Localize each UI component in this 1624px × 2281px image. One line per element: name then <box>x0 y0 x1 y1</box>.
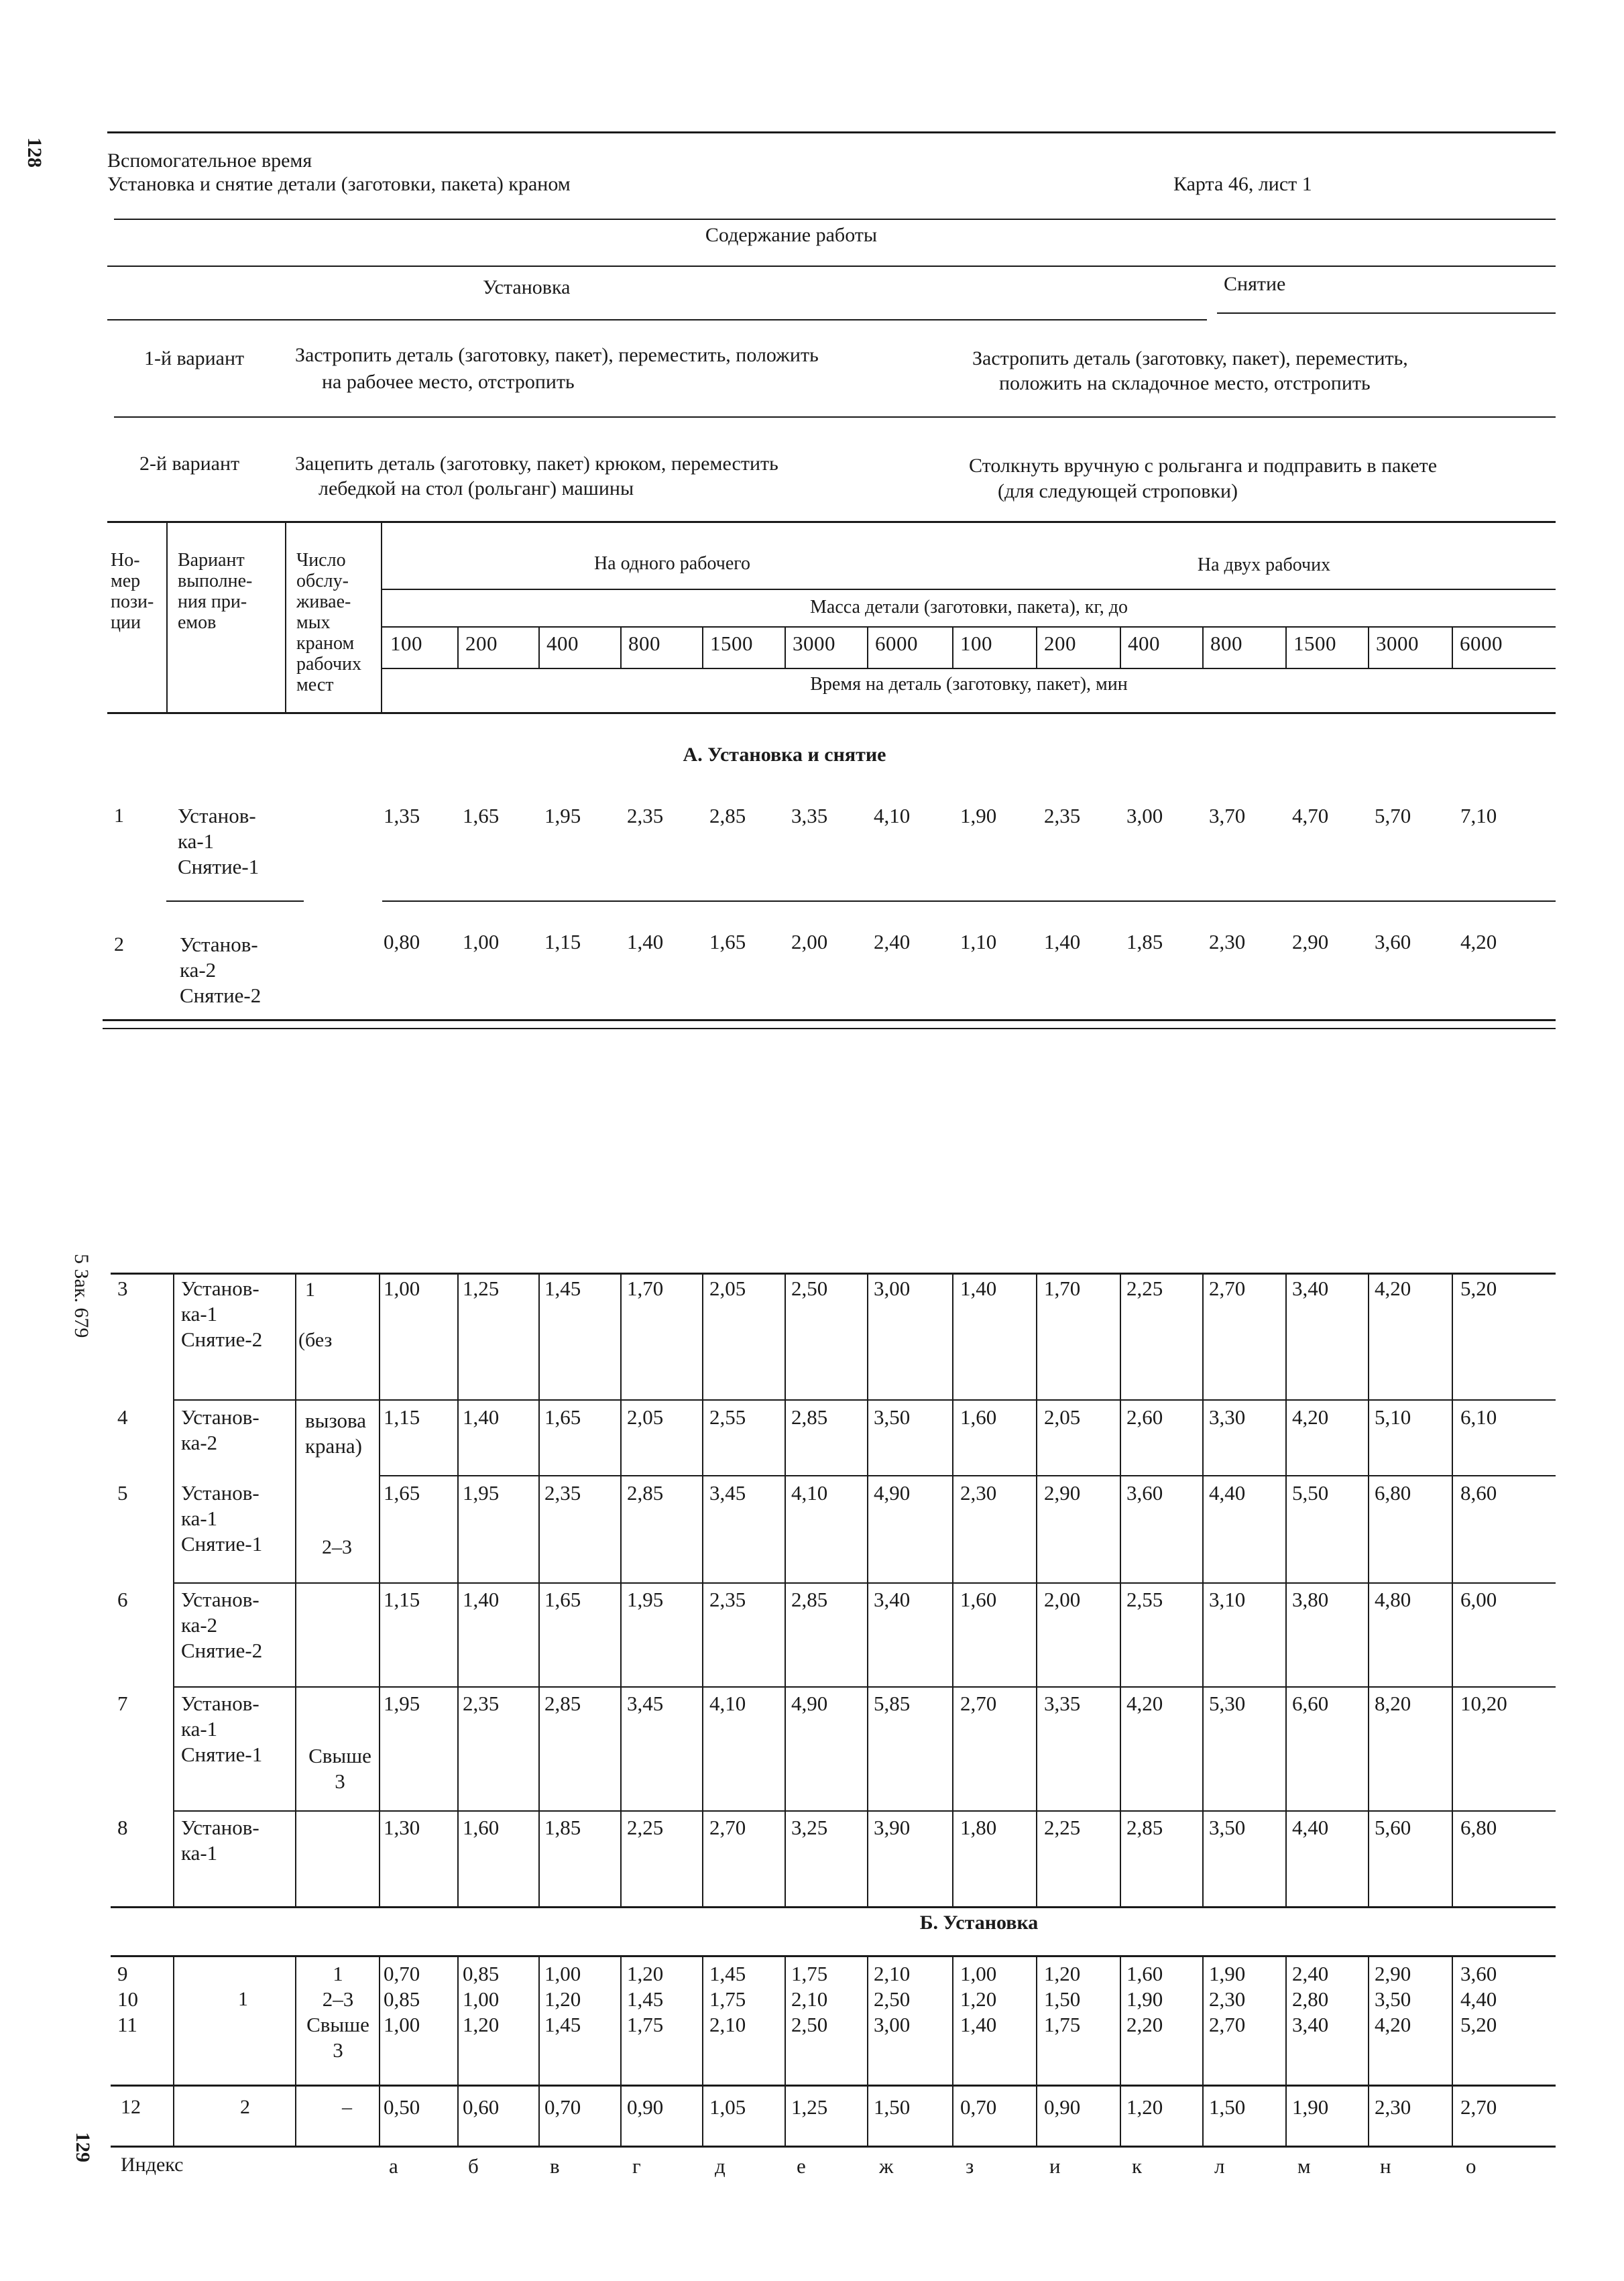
row-number: 2 <box>114 933 124 955</box>
cell-value: 1,30 <box>384 1816 420 1839</box>
cell-value: 5,85 <box>874 1692 911 1715</box>
rule <box>1452 1274 1453 1908</box>
cell-value: 0,70 0,85 1,00 <box>384 1962 420 2036</box>
rule <box>952 628 953 668</box>
cell-value: 2,85 <box>544 1692 581 1715</box>
cell-value: 8,60 <box>1460 1481 1497 1505</box>
card-number: Карта 46, лист 1 <box>1173 173 1312 195</box>
cell-value: 2,25 <box>1044 1816 1081 1839</box>
rule <box>1217 312 1556 314</box>
cell-value: 3,60 <box>1126 1481 1163 1505</box>
cell-value: 1,15 <box>384 1588 420 1611</box>
cell-value: 4,10 <box>874 804 911 827</box>
cell-value: 2,05 <box>1044 1405 1081 1429</box>
cell-value: 4,40 <box>1292 1816 1329 1839</box>
index-letter: е <box>797 2154 806 2178</box>
cell-value: 1,15 <box>544 930 581 953</box>
workers-over-3: Свыше 3 <box>308 1744 371 1793</box>
cell-value: 1,10 <box>960 930 997 953</box>
cell-value: 1,65 <box>709 930 746 953</box>
cell-value: 0,70 <box>960 2095 997 2119</box>
cell-value: 4,20 <box>1126 1692 1163 1715</box>
rule <box>1202 1274 1204 1908</box>
cell-value: 1,40 <box>627 930 664 953</box>
rule <box>1120 1956 1121 2147</box>
workers-1b: (без <box>298 1329 333 1351</box>
cell-value: 0,85 1,00 1,20 <box>463 1962 500 2036</box>
cell-value: 3,60 4,40 5,20 <box>1460 1962 1497 2036</box>
rule <box>1036 1274 1037 1908</box>
rule <box>111 2085 1556 2087</box>
cell-value: 3,70 <box>1209 804 1246 827</box>
mass-value: 400 <box>1128 632 1160 655</box>
col-install-title: Установка <box>483 276 571 298</box>
mass-value: 800 <box>1210 632 1242 655</box>
index-letter: н <box>1380 2154 1391 2178</box>
cell-value: 3,35 <box>1044 1692 1081 1715</box>
cell-value: 10,20 <box>1460 1692 1507 1715</box>
cell-value: 1,65 <box>544 1588 581 1611</box>
cell-value: 3,45 <box>627 1692 664 1715</box>
cell-value: 1,45 1,75 2,10 <box>709 1962 746 2036</box>
cell-value: 1,50 <box>1209 2095 1246 2119</box>
index-label: Индекс <box>121 2154 184 2176</box>
rule <box>173 1399 1556 1401</box>
cell-value: 2,40 2,80 3,40 <box>1292 1962 1329 2036</box>
row-variant: Установ- ка-2 Снятие-2 <box>181 1588 263 1662</box>
cell-value: 1,90 2,30 2,70 <box>1209 1962 1246 2036</box>
row-workers: – <box>342 2096 352 2118</box>
cell-value: 3,00 <box>874 1277 911 1300</box>
cell-value: 4,70 <box>1292 804 1329 827</box>
cell-value: 2,60 <box>1126 1405 1163 1429</box>
variant1-install-l2: на рабочее место, отстропить <box>322 371 575 393</box>
variant2-install-l1: Зацепить деталь (заготовку, пакет) крюком, переместить <box>295 453 778 475</box>
row-variant: Установ- ка-1 Снятие-1 <box>181 1692 263 1766</box>
header-line2: Установка и снятие детали (заготовки, пакета) краном <box>107 173 571 195</box>
head-workers: Число обслу- живае- мых краном рабочих мест <box>296 550 362 695</box>
cell-value: 5,10 <box>1375 1405 1411 1429</box>
cell-value: 2,05 <box>709 1277 746 1300</box>
cell-value: 2,00 <box>791 930 828 953</box>
rule <box>295 1956 296 2147</box>
cell-value: 0,60 <box>463 2095 500 2119</box>
rule <box>1036 628 1037 668</box>
rule <box>166 900 304 902</box>
cell-value: 2,90 3,50 4,20 <box>1375 1962 1411 2036</box>
cell-value: 0,70 <box>544 2095 581 2119</box>
col-remove-title: Снятие <box>1224 273 1286 295</box>
cell-value: 1,70 <box>1044 1277 1081 1300</box>
rule <box>867 1956 868 2147</box>
cell-value: 8,20 <box>1375 1692 1411 1715</box>
head-two-workers: На двух рабочих <box>1197 554 1331 575</box>
mass-value: 3000 <box>1376 632 1419 655</box>
rule <box>379 1274 380 1908</box>
b-group-numbers: 9 10 11 <box>117 1962 138 2036</box>
cell-value: 2,30 <box>1375 2095 1411 2119</box>
rule <box>103 1028 1556 1029</box>
row-variant: 2 <box>240 2096 250 2118</box>
rule <box>702 1274 703 1908</box>
cell-value: 1,60 <box>960 1405 997 1429</box>
cell-value: 1,25 <box>463 1277 500 1300</box>
rule <box>1120 1274 1121 1908</box>
index-letter: в <box>550 2154 560 2178</box>
rule <box>702 1956 703 2147</box>
cell-value: 3,00 <box>1126 804 1163 827</box>
cell-value: 1,65 <box>544 1405 581 1429</box>
cell-value: 3,35 <box>791 804 828 827</box>
rule <box>1452 628 1453 668</box>
cell-value: 7,10 <box>1460 804 1497 827</box>
cell-value: 3,50 <box>1209 1816 1246 1839</box>
cell-value: 3,30 <box>1209 1405 1246 1429</box>
cell-value: 1,95 <box>544 804 581 827</box>
row-number: 1 <box>114 805 124 827</box>
index-letter: л <box>1214 2154 1225 2178</box>
variant2-install-l2: лебедкой на стол (рольганг) машины <box>318 477 634 500</box>
cell-value: 0,90 <box>627 2095 664 2119</box>
b-group-variant: 1 <box>238 1988 248 2010</box>
mass-value: 200 <box>465 632 498 655</box>
mass-value: 100 <box>390 632 422 655</box>
order-mark: 5 Зак. 679 <box>70 1254 93 1338</box>
cell-value: 4,10 <box>709 1692 746 1715</box>
cell-value: 2,85 <box>1126 1816 1163 1839</box>
page-number-bottom: 129 <box>72 2132 94 2162</box>
cell-value: 1,00 <box>463 930 500 953</box>
mass-value: 1500 <box>1293 632 1336 655</box>
rule <box>457 628 459 668</box>
cell-value: 5,70 <box>1375 804 1411 827</box>
cell-value: 3,45 <box>709 1481 746 1505</box>
cell-value: 1,85 <box>544 1816 581 1839</box>
cell-value: 4,90 <box>791 1692 828 1715</box>
cell-value: 5,20 <box>1460 1277 1497 1300</box>
cell-value: 3,50 <box>874 1405 911 1429</box>
row-number: 3 <box>117 1277 128 1300</box>
cell-value: 2,70 <box>960 1692 997 1715</box>
cell-value: 1,95 <box>627 1588 664 1611</box>
rule <box>538 628 540 668</box>
cell-value: 1,00 <box>384 1277 420 1300</box>
cell-value: 0,80 <box>384 930 420 953</box>
rule <box>867 1274 868 1908</box>
rule <box>785 628 786 668</box>
cell-value: 4,80 <box>1375 1588 1411 1611</box>
cell-value: 2,55 <box>1126 1588 1163 1611</box>
cell-value: 1,95 <box>463 1481 500 1505</box>
cell-value: 1,65 <box>463 804 500 827</box>
rule <box>1285 1274 1287 1908</box>
cell-value: 3,80 <box>1292 1588 1329 1611</box>
variant1-install-l1: Застропить деталь (заготовку, пакет), переместить, положить <box>295 344 819 366</box>
page-number-top: 128 <box>23 137 46 168</box>
rule <box>867 628 868 668</box>
cell-value: 5,50 <box>1292 1481 1329 1505</box>
rule <box>538 1956 540 2147</box>
cell-value: 1,40 <box>463 1405 500 1429</box>
section-a-title: А. Установка и снятие <box>683 744 886 766</box>
row-variant: Установ- ка-1 Снятие-2 <box>181 1277 263 1351</box>
rule <box>173 1582 1556 1584</box>
cell-value: 2,05 <box>627 1405 664 1429</box>
mass-value: 800 <box>628 632 660 655</box>
cell-value: 1,80 <box>960 1816 997 1839</box>
rule <box>785 1956 786 2147</box>
rule <box>1202 1956 1204 2147</box>
cell-value: 2,35 <box>627 804 664 827</box>
rule <box>111 1906 1556 1908</box>
cell-value: 4,10 <box>791 1481 828 1505</box>
header-top-rule <box>107 131 1556 133</box>
rule <box>457 1956 459 2147</box>
rule <box>103 1019 1556 1021</box>
rule <box>702 628 703 668</box>
rule <box>111 2146 1556 2148</box>
cell-value: 5,60 <box>1375 1816 1411 1839</box>
mass-value: 100 <box>960 632 992 655</box>
cell-value: 2,35 <box>709 1588 746 1611</box>
index-letter: к <box>1132 2154 1143 2178</box>
cell-value: 2,55 <box>709 1405 746 1429</box>
cell-value: 1,40 <box>1044 930 1081 953</box>
rule <box>1368 1274 1369 1908</box>
row-variant: Установ- ка-2 Снятие-2 <box>180 933 262 1007</box>
rule <box>379 1956 380 2147</box>
content-title: Содержание работы <box>705 224 878 246</box>
cell-value: 4,20 <box>1460 930 1497 953</box>
row-variant: Установ- ка-1 Снятие-1 <box>181 1481 263 1556</box>
head-time: Время на деталь (заготовку, пакет), мин <box>810 674 1128 695</box>
mass-value: 6000 <box>875 632 918 655</box>
cell-value: 4,20 <box>1375 1277 1411 1300</box>
cell-value: 5,30 <box>1209 1692 1246 1715</box>
rule <box>114 416 1556 418</box>
mass-value: 3000 <box>793 632 835 655</box>
workers-2-3: 2–3 <box>322 1536 352 1558</box>
rule <box>457 1274 459 1908</box>
cell-value: 1,00 1,20 1,40 <box>960 1962 997 2036</box>
mass-value: 6000 <box>1460 632 1503 655</box>
rule <box>107 521 1556 523</box>
cell-value: 3,25 <box>791 1816 828 1839</box>
cell-value: 1,40 <box>463 1588 500 1611</box>
cell-value: 1,15 <box>384 1405 420 1429</box>
cell-value: 4,90 <box>874 1481 911 1505</box>
rule <box>295 1274 296 1908</box>
cell-value: 1,65 <box>384 1481 420 1505</box>
cell-value: 2,50 <box>791 1277 828 1300</box>
rule <box>111 1955 1556 1957</box>
cell-value: 1,85 <box>1126 930 1163 953</box>
cell-value: 2,30 <box>960 1481 997 1505</box>
rule <box>1368 1956 1369 2147</box>
row-number: 7 <box>117 1692 128 1715</box>
cell-value: 1,90 <box>960 804 997 827</box>
cell-value: 1,20 1,45 1,75 <box>627 1962 664 2036</box>
cell-value: 1,20 1,50 1,75 <box>1044 1962 1081 2036</box>
cell-value: 1,45 <box>544 1277 581 1300</box>
cell-value: 1,60 <box>960 1588 997 1611</box>
cell-value: 6,10 <box>1460 1405 1497 1429</box>
cell-value: 0,50 <box>384 2095 420 2119</box>
cell-value: 2,25 <box>627 1816 664 1839</box>
rule <box>107 266 1556 267</box>
index-letter: д <box>715 2154 726 2178</box>
rule <box>166 522 168 713</box>
cell-value: 3,10 <box>1209 1588 1246 1611</box>
head-mass: Масса детали (заготовки, пакета), кг, до <box>810 597 1128 618</box>
rule <box>1120 628 1121 668</box>
cell-value: 1,50 <box>874 2095 911 2119</box>
index-letter: б <box>468 2154 479 2178</box>
rule <box>379 1475 1556 1476</box>
rule <box>382 626 1556 628</box>
cell-value: 1,05 <box>709 2095 746 2119</box>
cell-value: 4,20 <box>1292 1405 1329 1429</box>
variant1-remove-l1: Застропить деталь (заготовку, пакет), переместить, <box>972 347 1408 369</box>
rule <box>785 1274 786 1908</box>
rule <box>382 900 1556 902</box>
variant2-remove-l1: Столкнуть вручную с рольганга и подправить в пакете <box>969 455 1438 477</box>
rule <box>620 1274 622 1908</box>
cell-value: 2,70 <box>1460 2095 1497 2119</box>
cell-value: 2,85 <box>791 1405 828 1429</box>
head-pos: Но- мер пози- ции <box>111 550 154 633</box>
cell-value: 3,60 <box>1375 930 1411 953</box>
cell-value: 0,90 <box>1044 2095 1081 2119</box>
rule <box>114 219 1556 220</box>
rule <box>1036 1956 1037 2147</box>
cell-value: 3,90 <box>874 1816 911 1839</box>
cell-value: 2,40 <box>874 930 911 953</box>
cell-value: 1,95 <box>384 1692 420 1715</box>
mass-value: 200 <box>1044 632 1076 655</box>
cell-value: 1,60 <box>463 1816 500 1839</box>
cell-value: 3,40 <box>874 1588 911 1611</box>
cell-value: 1,40 <box>960 1277 997 1300</box>
rule <box>382 589 1556 590</box>
cell-value: 1,60 1,90 2,20 <box>1126 1962 1163 2036</box>
rule <box>111 1273 1556 1275</box>
cell-value: 1,25 <box>791 2095 828 2119</box>
row-number: 5 <box>117 1481 128 1505</box>
index-letter: а <box>389 2154 398 2178</box>
header-line1: Вспомогательное время <box>107 150 312 172</box>
rule <box>620 628 622 668</box>
index-letter: м <box>1297 2154 1311 2178</box>
cell-value: 2,90 <box>1044 1481 1081 1505</box>
cell-value: 6,80 <box>1460 1816 1497 1839</box>
head-one-worker: На одного рабочего <box>593 553 751 574</box>
cell-value: 2,35 <box>544 1481 581 1505</box>
cell-value: 2,85 <box>709 804 746 827</box>
index-letter: г <box>632 2154 641 2178</box>
variant1-remove-l2: положить на складочное место, отстропить <box>999 372 1371 394</box>
cell-value: 2,30 <box>1209 930 1246 953</box>
variant2-label: 2-й вариант <box>139 453 240 475</box>
rule <box>1285 628 1287 668</box>
cell-value: 4,40 <box>1209 1481 1246 1505</box>
cell-value: 2,00 <box>1044 1588 1081 1611</box>
head-variant: Вариант выполне- ния при- емов <box>178 550 253 633</box>
rule <box>173 1274 174 1908</box>
cell-value: 2,25 <box>1126 1277 1163 1300</box>
rule <box>1202 628 1204 668</box>
cell-value: 1,90 <box>1292 2095 1329 2119</box>
index-letter: и <box>1049 2154 1061 2178</box>
cell-value: 2,35 <box>463 1692 500 1715</box>
index-letter: ж <box>879 2154 894 2178</box>
index-letter: з <box>966 2154 974 2178</box>
rule <box>107 319 1207 320</box>
rule <box>952 1956 953 2147</box>
rule <box>107 712 1556 714</box>
mass-value: 400 <box>546 632 579 655</box>
cell-value: 6,80 <box>1375 1481 1411 1505</box>
cell-value: 1,00 1,20 1,45 <box>544 1962 581 2036</box>
workers-1c: вызова крана) <box>305 1409 367 1458</box>
rule <box>1368 628 1369 668</box>
cell-value: 1,35 <box>384 804 420 827</box>
rule <box>173 1956 174 2147</box>
cell-value: 3,40 <box>1292 1277 1329 1300</box>
cell-value: 2,85 <box>627 1481 664 1505</box>
row-number: 8 <box>117 1816 128 1839</box>
rule <box>620 1956 622 2147</box>
cell-value: 2,85 <box>791 1588 828 1611</box>
cell-value: 1,75 2,10 2,50 <box>791 1962 828 2036</box>
cell-value: 2,35 <box>1044 804 1081 827</box>
row-variant: Установ- ка-2 <box>181 1405 259 1454</box>
row-number: 12 <box>121 2096 141 2118</box>
cell-value: 2,10 2,50 3,00 <box>874 1962 911 2036</box>
row-number: 4 <box>117 1405 128 1429</box>
cell-value: 2,90 <box>1292 930 1329 953</box>
row-variant: Установ- ка-1 <box>181 1816 259 1865</box>
rule <box>538 1274 540 1908</box>
cell-value: 6,60 <box>1292 1692 1329 1715</box>
cell-value: 1,20 <box>1126 2095 1163 2119</box>
variant2-remove-l2: (для следующей строповки) <box>998 480 1238 502</box>
workers-1: 1 <box>305 1279 315 1301</box>
b-group-workers: 1 2–3 Свыше 3 <box>306 1962 369 2062</box>
rule <box>173 1810 1556 1812</box>
cell-value: 1,70 <box>627 1277 664 1300</box>
rule <box>173 1686 1556 1688</box>
cell-value: 2,70 <box>1209 1277 1246 1300</box>
section-b-title: Б. Установка <box>919 1912 1039 1934</box>
index-letter: о <box>1466 2154 1476 2178</box>
rule <box>285 522 286 713</box>
rule <box>1285 1956 1287 2147</box>
rule <box>952 1274 953 1908</box>
row-variant: Установ- ка-1 Снятие-1 <box>178 804 259 878</box>
rule <box>1452 1956 1453 2147</box>
variant1-label: 1-й вариант <box>144 347 245 369</box>
cell-value: 6,00 <box>1460 1588 1497 1611</box>
mass-value: 1500 <box>710 632 753 655</box>
cell-value: 2,70 <box>709 1816 746 1839</box>
rule <box>382 668 1556 669</box>
row-number: 6 <box>117 1588 128 1611</box>
